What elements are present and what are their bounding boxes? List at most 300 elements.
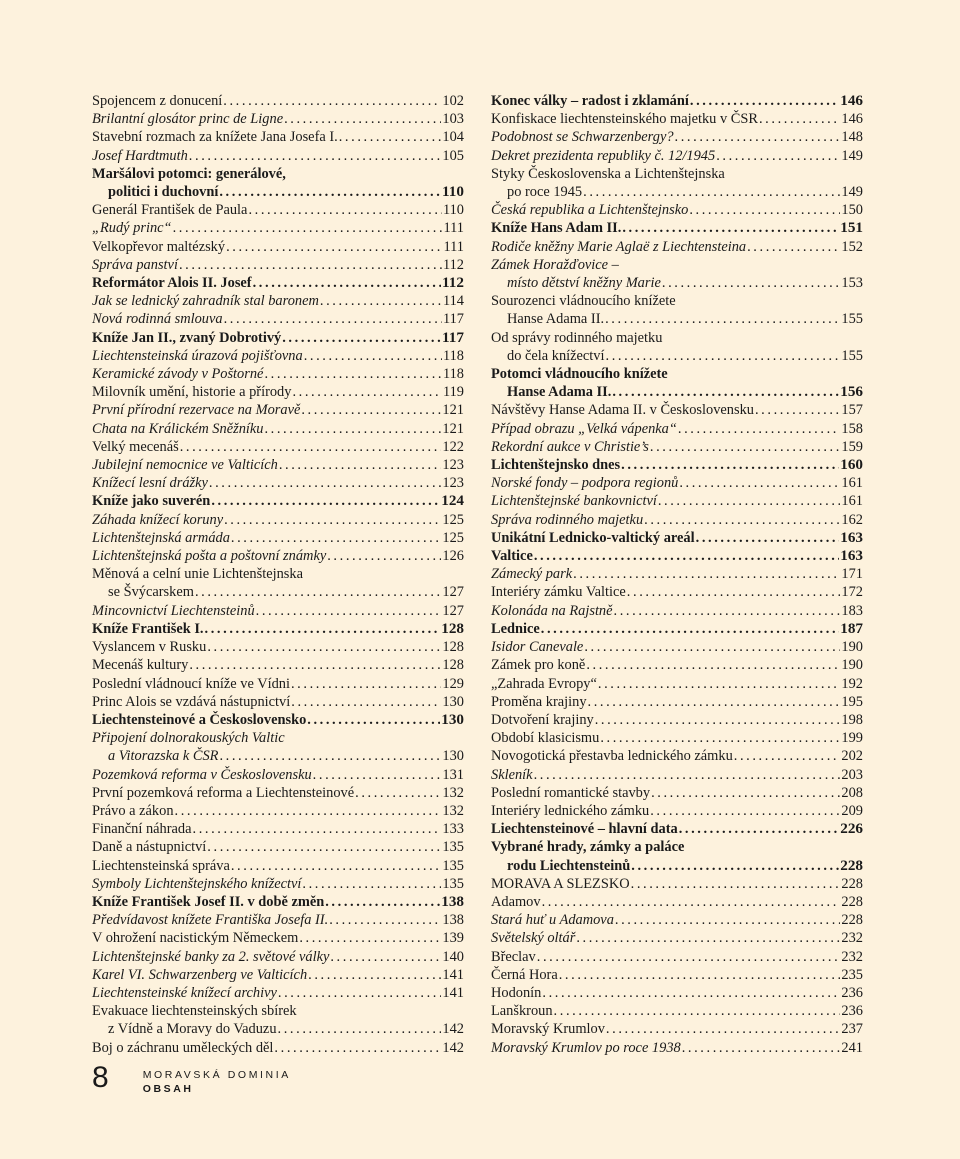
toc-page-number: 152	[841, 238, 863, 255]
toc-page-number: 127	[442, 584, 464, 601]
toc-entry[interactable]	[92, 675, 464, 693]
toc-entry-title: Rodiče kněžny Marie Aglaë z Liechtensteina	[491, 238, 747, 255]
toc-entry[interactable]	[491, 583, 863, 601]
dot-leader	[682, 1039, 841, 1057]
toc-page-number: 126	[442, 548, 464, 565]
toc-entry[interactable]	[92, 365, 464, 383]
toc-entry[interactable]	[92, 911, 464, 929]
dot-leader	[734, 747, 841, 765]
toc-page-number: 203	[841, 766, 863, 783]
dot-leader	[231, 529, 442, 547]
toc-entry[interactable]	[491, 474, 863, 492]
toc-entry-title: V ohrožení nacistickým Německem	[92, 930, 299, 947]
toc-entry-title: MORAVA A SLEZSKO	[491, 875, 630, 892]
toc-entry[interactable]	[491, 92, 863, 110]
dot-leader	[256, 602, 442, 620]
dot-leader	[679, 820, 840, 838]
toc-entry-title: Hodonín	[491, 984, 542, 1001]
toc-entry[interactable]	[92, 292, 464, 310]
toc-entry-title: Chata na Králickém Sněžníku	[92, 420, 264, 437]
dot-leader	[534, 766, 841, 784]
toc-page-number: 172	[841, 584, 863, 601]
toc-entry[interactable]	[92, 602, 464, 620]
toc-entry-title: Dekret prezidenta republiky č. 12/1945	[491, 147, 716, 164]
toc-entry-title: Konec války – radost i zklamání	[491, 93, 689, 109]
toc-entry-title: Případ obrazu „Velká vápenka“	[491, 420, 677, 437]
toc-page-number: 133	[442, 821, 464, 838]
toc-entry[interactable]	[491, 656, 863, 674]
dot-leader	[586, 656, 840, 674]
toc-entry-title-line: Vybrané hrady, zámky a paláce	[491, 839, 685, 856]
dot-leader	[615, 911, 841, 929]
toc-entry-title: Skleník	[491, 766, 533, 783]
toc-entry[interactable]	[92, 802, 464, 820]
toc-entry[interactable]	[92, 110, 464, 128]
toc-page-number: 135	[442, 839, 464, 856]
toc-entry-title: Mincovnictví Liechtensteinů	[92, 602, 255, 619]
dot-leader	[689, 201, 840, 219]
toc-entry-title: po roce 1945	[507, 184, 583, 201]
dot-leader	[678, 420, 841, 438]
toc-entry[interactable]	[92, 438, 464, 456]
dot-leader	[313, 766, 442, 784]
toc-entry-title: Hanse Adama II.	[507, 384, 612, 401]
dot-leader	[224, 511, 441, 529]
dot-leader	[330, 948, 441, 966]
toc-entry-title: Kníže Jan II., zvaný Dobrotivý	[92, 329, 282, 346]
toc-page-number: 139	[442, 930, 464, 947]
toc-entry-title: rodu Liechtensteinů	[507, 857, 631, 874]
dot-leader	[173, 219, 443, 237]
toc-entry[interactable]	[491, 438, 863, 456]
toc-entry[interactable]	[92, 638, 464, 656]
toc-entry-title-line: Maršálovi potomci: generálové,	[92, 165, 286, 182]
toc-page-number: 183	[841, 602, 863, 619]
toc-entry[interactable]	[491, 984, 863, 1002]
toc-entry[interactable]	[491, 201, 863, 219]
toc-page-number: 155	[841, 347, 863, 364]
toc-entry[interactable]	[92, 201, 464, 219]
toc-page-number: 111	[443, 238, 464, 255]
toc-entry-title-line: Od správy rodinného majetku	[491, 329, 663, 346]
toc-entry[interactable]	[491, 875, 863, 893]
toc-entry-title: Norské fondy – podpora regionů	[491, 475, 679, 492]
toc-entry[interactable]	[92, 656, 464, 674]
toc-entry[interactable]	[92, 456, 464, 474]
toc-entry[interactable]	[491, 838, 863, 874]
toc-entry[interactable]	[491, 620, 863, 638]
toc-entry-title: Liechtensteinské knížecí archivy	[92, 984, 277, 1001]
toc-entry-title: Podobnost se Schwarzenbergy?	[491, 129, 674, 146]
dot-leader	[219, 183, 441, 201]
toc-entry-title: Adamov	[491, 893, 541, 910]
toc-page-number: 199	[841, 730, 863, 747]
toc-entry[interactable]	[491, 693, 863, 711]
toc-page-number: 148	[841, 129, 863, 146]
toc-entry[interactable]	[92, 310, 464, 328]
dot-leader	[554, 1002, 841, 1020]
dot-leader	[329, 911, 441, 929]
toc-entry-title: Stavební rozmach za knížete Jana Josefa I.	[92, 129, 338, 146]
toc-entry-title: Karel VI. Schwarzenberg ve Valticích	[92, 966, 308, 983]
dot-leader	[679, 474, 840, 492]
dot-leader	[606, 347, 841, 365]
toc-entry-title: Česká republika a Lichtenštejnsko	[491, 202, 689, 219]
toc-entry-title: místo dětství kněžny Marie	[507, 275, 661, 292]
dot-leader	[534, 547, 839, 565]
toc-entry-title: Novogotická přestavba lednického zámku	[491, 748, 733, 765]
toc-entry[interactable]	[491, 1039, 863, 1057]
dot-leader	[600, 729, 840, 747]
dot-leader	[696, 529, 840, 547]
toc-entry-title-line: Styky Československa a Lichtenštejnska	[491, 165, 725, 182]
toc-entry[interactable]	[491, 602, 863, 620]
dot-leader	[573, 565, 840, 583]
toc-entry[interactable]	[491, 128, 863, 146]
toc-entry-title: První přírodní rezervace na Moravě	[92, 402, 301, 419]
toc-entry[interactable]	[92, 238, 464, 256]
dot-leader	[207, 838, 441, 856]
toc-entry[interactable]	[491, 929, 863, 947]
toc-page-number: 112	[442, 256, 464, 273]
toc-entry[interactable]	[92, 165, 464, 201]
toc-page-number: 112	[442, 274, 464, 292]
toc-entry[interactable]	[491, 820, 863, 838]
toc-entry-title: Návštěvy Hanse Adama II. v Československu	[491, 402, 754, 419]
toc-page-number: 171	[841, 566, 863, 583]
running-footer	[143, 1068, 291, 1096]
toc-page-number: 228	[841, 893, 863, 910]
dot-leader	[302, 875, 441, 893]
toc-entry-title: Nová rodinná smlouva	[92, 311, 223, 328]
toc-entry[interactable]	[92, 620, 464, 638]
toc-entry-title: Isidor Canevale	[491, 639, 584, 656]
dot-leader	[189, 656, 441, 674]
dot-leader	[537, 948, 841, 966]
toc-entry[interactable]	[491, 165, 863, 201]
toc-entry-title: Kníže jako suverén	[92, 493, 211, 510]
toc-entry-title: Břeclav	[491, 948, 536, 965]
toc-page-number: 138	[441, 892, 464, 910]
toc-entry[interactable]	[92, 128, 464, 146]
dot-leader	[658, 492, 841, 510]
toc-page-number: 151	[840, 219, 863, 237]
toc-entry[interactable]	[92, 474, 464, 492]
toc-entry-title-line: Sourozenci vládnoucího knížete	[491, 293, 676, 310]
toc-entry[interactable]	[491, 1020, 863, 1038]
toc-entry-title: Lednice	[491, 620, 540, 637]
toc-entry-title: Jak se lednický zahradník stal baronem	[92, 293, 319, 310]
dot-leader	[650, 802, 840, 820]
toc-entry[interactable]	[92, 838, 464, 856]
toc-entry[interactable]	[92, 219, 464, 237]
dot-leader	[231, 857, 442, 875]
toc-entry-title: Právo a zákon	[92, 802, 174, 819]
toc-entry[interactable]	[491, 1002, 863, 1020]
dot-leader	[327, 547, 441, 565]
toc-entry[interactable]	[92, 784, 464, 802]
dot-leader	[559, 966, 841, 984]
toc-entry-title: Brilantní glosátor princ de Ligne	[92, 111, 284, 128]
toc-entry-title: Zámecký park	[491, 566, 573, 583]
toc-page-number: 128	[441, 619, 464, 637]
toc-entry-title: Liechtensteinové – hlavní data	[491, 821, 678, 838]
toc-page-number: 149	[841, 147, 863, 164]
toc-page-number: 110	[442, 183, 464, 201]
dot-leader	[189, 147, 442, 165]
toc-entry[interactable]	[491, 784, 863, 802]
toc-entry[interactable]	[92, 766, 464, 784]
dot-leader	[605, 310, 840, 328]
toc-page-number: 135	[442, 857, 464, 874]
toc-entry-title: Lichtenštejnské banky za 2. světové války	[92, 948, 330, 965]
toc-page-number: 149	[841, 184, 863, 201]
toc-entry-title: Finanční náhrada	[92, 821, 192, 838]
dot-leader	[179, 256, 442, 274]
dot-leader	[307, 711, 440, 729]
toc-entry-title: Princ Alois se vzdává nástupnictví	[92, 693, 291, 710]
dot-leader	[224, 310, 442, 328]
toc-entry-title: Velký mecenáš	[92, 438, 179, 455]
toc-page-number: 235	[841, 966, 863, 983]
toc-page-number: 236	[841, 984, 863, 1001]
toc-entry[interactable]	[92, 329, 464, 347]
toc-page-number: 157	[841, 402, 863, 419]
toc-entry-title: a Vitorazska k ČSR	[108, 748, 219, 765]
toc-entry[interactable]	[491, 529, 863, 547]
toc-page-number: 192	[841, 675, 863, 692]
toc-entry-title: „Rudý princ“	[92, 220, 172, 237]
toc-page-number: 119	[442, 384, 464, 401]
toc-entry[interactable]	[491, 766, 863, 784]
toc-entry-title: Moravský Krumlov	[491, 1021, 605, 1038]
toc-entry[interactable]	[491, 911, 863, 929]
toc-page-number: 209	[841, 802, 863, 819]
toc-entry[interactable]	[491, 675, 863, 693]
toc-entry[interactable]	[92, 693, 464, 711]
dot-leader	[755, 401, 840, 419]
toc-entry[interactable]	[92, 565, 464, 601]
toc-entry[interactable]	[491, 110, 863, 128]
toc-entry[interactable]	[491, 948, 863, 966]
toc-page-number: 114	[442, 293, 464, 310]
toc-entry[interactable]	[92, 529, 464, 547]
toc-entry-title: Boj o záchranu uměleckých děl	[92, 1039, 274, 1056]
toc-entry[interactable]	[92, 147, 464, 165]
toc-entry-title: Keramické závody v Poštorné	[92, 366, 264, 383]
dot-leader	[301, 401, 441, 419]
toc-entry-title: Josef Hardtmuth	[92, 147, 188, 164]
toc-entry[interactable]	[491, 966, 863, 984]
toc-entry-title: Lichtenštejnsko dnes	[491, 457, 621, 474]
toc-entry[interactable]	[92, 256, 464, 274]
toc-entry[interactable]	[491, 420, 863, 438]
toc-entry-title: Milovník umění, historie a přírody	[92, 384, 292, 401]
dot-leader	[621, 456, 839, 474]
toc-entry[interactable]	[92, 1002, 464, 1038]
toc-entry[interactable]	[92, 729, 464, 765]
toc-entry-title: Kníže Hans Adam II.	[491, 220, 622, 237]
toc-entry[interactable]	[491, 256, 863, 292]
dot-leader	[308, 966, 441, 984]
toc-entry[interactable]	[92, 401, 464, 419]
toc-entry[interactable]	[491, 511, 863, 529]
dot-leader	[606, 1020, 840, 1038]
toc-entry[interactable]	[491, 747, 863, 765]
toc-page-number: 121	[442, 402, 464, 419]
toc-entry-title: Zámek pro koně	[491, 657, 586, 674]
dot-leader	[690, 92, 839, 110]
toc-entry-title: Správa panství	[92, 256, 178, 273]
dot-leader	[264, 420, 441, 438]
dot-leader	[219, 747, 441, 765]
toc-column-left	[92, 92, 464, 1057]
toc-entry-title: Velkopřevor maltézský	[92, 238, 226, 255]
toc-entry[interactable]	[92, 347, 464, 365]
dot-leader	[541, 620, 839, 638]
toc-entry-title: do čela knížectví	[507, 347, 605, 364]
toc-page-number: 228	[841, 875, 863, 892]
toc-entry[interactable]	[491, 456, 863, 474]
toc-entry[interactable]	[491, 547, 863, 565]
toc-page-number: 118	[442, 366, 464, 383]
toc-entry[interactable]	[491, 219, 863, 237]
toc-page-number: 132	[442, 784, 464, 801]
dot-leader	[279, 456, 442, 474]
dot-leader	[759, 110, 840, 128]
toc-entry[interactable]	[92, 420, 464, 438]
toc-entry[interactable]	[92, 383, 464, 401]
toc-entry[interactable]	[92, 875, 464, 893]
toc-page-number: 226	[840, 820, 863, 838]
dot-leader	[292, 383, 441, 401]
toc-page-number: 103	[442, 111, 464, 128]
toc-entry[interactable]	[92, 92, 464, 110]
toc-entry-title: Kníže František Josef II. v době změn	[92, 893, 325, 910]
toc-page-number: 241	[841, 1039, 863, 1056]
toc-entry[interactable]	[491, 729, 863, 747]
dot-leader	[320, 292, 442, 310]
toc-page-number: 124	[441, 492, 464, 510]
toc-page-number: 146	[840, 92, 863, 109]
toc-entry[interactable]	[491, 292, 863, 328]
dot-leader	[576, 929, 840, 947]
toc-page-number: 105	[442, 147, 464, 164]
toc-page-number: 131	[442, 766, 464, 783]
toc-page-number: 232	[841, 948, 863, 965]
toc-page-number: 159	[841, 438, 863, 455]
toc-entry-title: Valtice	[491, 548, 533, 565]
toc-entry-title-line: Zámek Horažďovice –	[491, 256, 619, 273]
toc-page-number: 195	[841, 693, 863, 710]
toc-entry[interactable]	[92, 274, 464, 292]
toc-entry-title: Hanse Adama II.	[507, 311, 605, 328]
toc-entry[interactable]	[491, 365, 863, 401]
toc-page-number: 190	[841, 639, 863, 656]
toc-entry[interactable]	[92, 984, 464, 1002]
toc-entry[interactable]	[491, 238, 863, 256]
dot-leader	[614, 602, 841, 620]
dot-leader	[650, 438, 841, 456]
toc-entry[interactable]	[92, 1039, 464, 1057]
toc-page-number: 140	[442, 948, 464, 965]
toc-entry[interactable]	[92, 711, 464, 729]
toc-entry-title: Kníže František I.	[92, 620, 204, 637]
publication-title: MORAVSKÁ DOMINIA	[142, 1069, 291, 1081]
toc-entry[interactable]	[92, 966, 464, 984]
toc-entry[interactable]	[92, 929, 464, 947]
dot-leader	[304, 347, 442, 365]
toc-page-number: 141	[442, 966, 464, 983]
toc-entry[interactable]	[491, 147, 863, 165]
toc-page-number: 128	[442, 639, 464, 656]
toc-entry-title: Černá Hora	[491, 966, 558, 983]
toc-page-number: 158	[841, 420, 863, 437]
toc-entry[interactable]	[491, 711, 863, 729]
toc-entry[interactable]	[491, 329, 863, 365]
toc-entry-title: Knížecí lesní drážky	[92, 475, 208, 492]
toc-page-number: 162	[841, 511, 863, 528]
toc-entry[interactable]	[92, 948, 464, 966]
dot-leader	[211, 492, 440, 510]
toc-entry[interactable]	[491, 401, 863, 419]
toc-entry-title: Interiéry lednického zámku	[491, 802, 650, 819]
dot-leader	[598, 675, 841, 693]
dot-leader	[612, 383, 839, 401]
toc-entry-title: Reformátor Alois II. Josef	[92, 275, 252, 292]
toc-page-number: 130	[442, 748, 464, 765]
dot-leader	[175, 802, 442, 820]
toc-entry-title: Lichtenštejnské bankovnictví	[491, 493, 657, 510]
toc-entry-title: Lichtenštejnská pošta a poštovní známky	[92, 548, 327, 565]
toc-entry-title: Záhada knížecí koruny	[92, 511, 224, 528]
toc-page-number: 121	[442, 420, 464, 437]
dot-leader	[274, 1039, 441, 1057]
toc-entry-title: „Zahrada Evropy“	[491, 675, 597, 692]
toc-entry-title: Spojencem z donucení	[92, 93, 223, 109]
dot-leader	[226, 238, 442, 256]
toc-entry[interactable]	[491, 565, 863, 583]
toc-page-number: 160	[840, 456, 863, 474]
toc-entry[interactable]	[92, 547, 464, 565]
dot-leader	[675, 128, 841, 146]
dot-leader	[282, 329, 441, 347]
toc-page-number: 142	[442, 1039, 464, 1056]
toc-page-number: 130	[441, 710, 464, 728]
toc-entry-title-line: Evakuace liechtensteinských sbírek	[92, 1003, 297, 1020]
toc-entry-title: politici i duchovní	[108, 184, 219, 201]
toc-entry[interactable]	[92, 893, 464, 911]
toc-entry[interactable]	[491, 492, 863, 510]
toc-page-number: 102	[442, 93, 464, 109]
toc-entry[interactable]	[491, 638, 863, 656]
toc-entry[interactable]	[92, 857, 464, 875]
page-number: 8	[92, 1061, 109, 1094]
toc-page-number: 161	[841, 475, 863, 492]
toc-entry[interactable]	[92, 511, 464, 529]
toc-entry-title: Stará huť u Adamova	[491, 912, 614, 929]
toc-page-number: 228	[840, 856, 863, 874]
toc-page-number: 125	[442, 529, 464, 546]
toc-entry[interactable]	[92, 492, 464, 510]
toc-entry[interactable]	[491, 893, 863, 911]
toc-entry-title: Symboly Lichtenštejnského knížectví	[92, 875, 302, 892]
dot-leader	[205, 620, 441, 638]
toc-entry[interactable]	[491, 802, 863, 820]
toc-entry[interactable]	[92, 820, 464, 838]
toc-entry-title: se Švýcarskem	[108, 584, 194, 601]
dot-leader	[248, 201, 441, 219]
